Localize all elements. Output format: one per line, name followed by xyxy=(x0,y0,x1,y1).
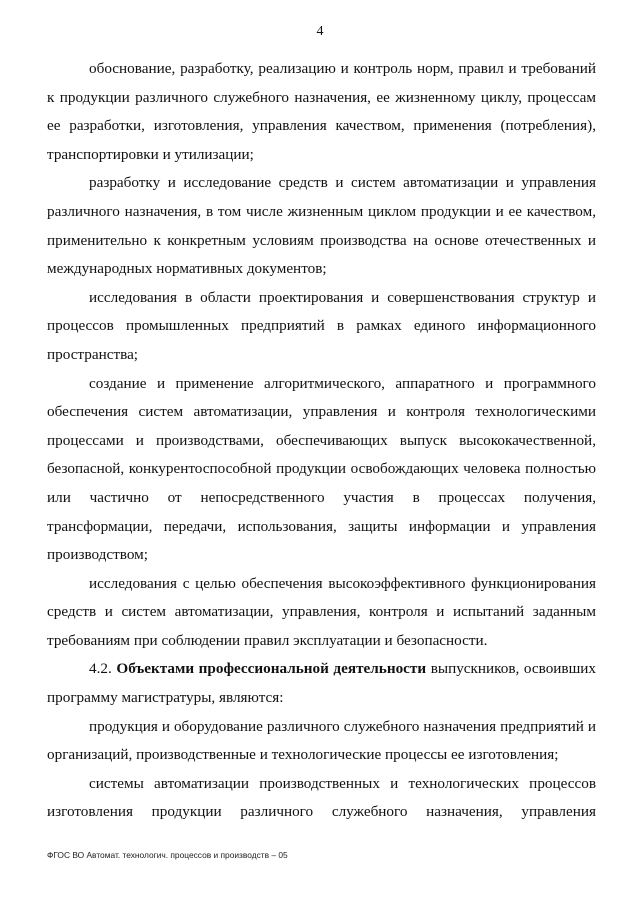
section-heading-paragraph xyxy=(47,655,596,712)
paragraph-1: обоснование, разработку, реализацию и контроль норм, правил и требований к продукции различного служебного назначения, ее жизненному циклу, процессам ее разработки, изготовления, управления качеством, применения (потребления), транспортировки и утилизации; xyxy=(47,60,596,163)
section-paragraph-1: продукция и оборудование различного служебного назначения предприятий и организаций, производственные и технологические процессы ее изготовления; xyxy=(47,717,596,764)
section-paragraph-2: системы автоматизации производственных и технологических процессов изготовления продукции различного служебного назначения, управления xyxy=(47,774,596,821)
section-number: 4.2. xyxy=(89,660,117,678)
paragraph-4: создание и применение алгоритмического, аппаратного и программного обеспечения систем автоматизации, управления и контроля технологическими процессами и производствами, обеспечивающих выпуск высококачественной, безопасной, конкурентоспособной продукции освобождающих человека полностью или частично от непосредственного участия в процессах получения, трансформации, передачи, использования, защиты информации и управления производством; xyxy=(47,374,596,564)
paragraph-3: исследования в области проектирования и совершенствования структур и процессов промышленных предприятий в рамках единого информационного пространства; xyxy=(47,288,596,363)
section-rest-text: выпускников, освоивших программу магистратуры, являются: xyxy=(47,660,597,707)
paragraph-2: разработку и исследование средств и систем автоматизации и управления различного назначения, в том числе жизненным циклом продукции и ее качеством, применительно к конкретным условиям производства на основе отечественных и международных нормативных документов; xyxy=(47,174,596,278)
footer-text: ФГОС ВО Автомат. технологич. процессов и производств – 05 xyxy=(47,850,288,860)
paragraph-5: исследования с целью обеспечения высокоэффективного функционирования средств и систем автоматизации, управления, контроля и испытаний заданным требованиям при соблюдении правил эксплуатации и безопасности. xyxy=(47,574,596,649)
section-bold-term: Объектами профессиональной деятельности xyxy=(116,660,427,678)
document-body xyxy=(47,55,596,827)
page-number: 4 xyxy=(316,24,324,39)
